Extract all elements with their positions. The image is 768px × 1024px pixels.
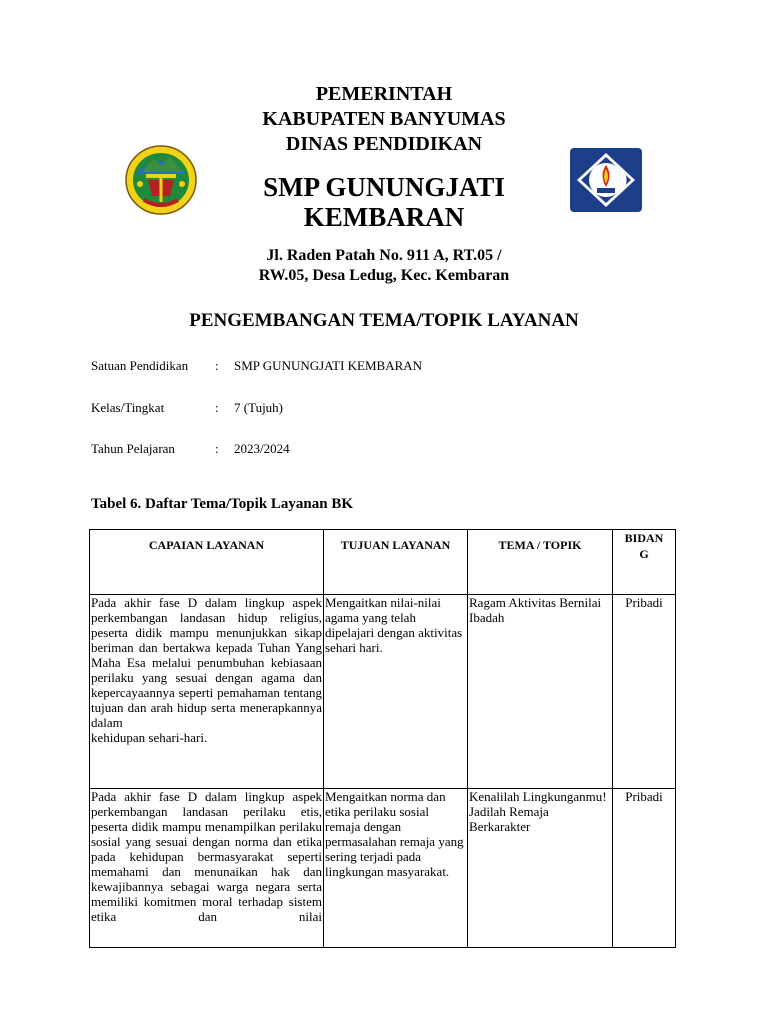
header-tujuan: TUJUAN LAYANAN [324, 530, 468, 595]
cell-tujuan: Mengaitkan nilai-nilai agama yang telah dipelajari dengan aktivitas sehari hari. [324, 595, 468, 789]
cell-capaian [90, 789, 324, 948]
meta-value: SMP GUNUNGJATI KEMBARAN [234, 358, 423, 373]
meta-label: Satuan Pendidikan [91, 358, 189, 373]
address-line-2: RW.05, Desa Ledug, Kec. Kembaran [258, 267, 510, 284]
cell-capaian [90, 595, 324, 789]
meta-colon: : [215, 358, 219, 373]
school-emblem-logo [569, 147, 643, 213]
school-name-line-1: SMP GUNUNGJATI [263, 172, 505, 202]
cell-bidang: Pribadi [613, 789, 676, 948]
regency-emblem-logo [124, 144, 198, 216]
meta-value: 2023/2024 [234, 441, 290, 456]
table-header-row [90, 530, 676, 595]
cell-tema: Ragam Aktivitas Bernilai Ibadah [468, 595, 613, 789]
header-line-1: PEMERINTAH [315, 83, 453, 105]
meta-colon: : [215, 441, 219, 456]
cell-bidang: Pribadi [613, 595, 676, 789]
table-caption: Tabel 6. Daftar Tema/Topik Layanan BK [91, 496, 354, 512]
cell-tujuan: Mengaitkan norma dan etika perilaku sosial remaja dengan permasalahan remaja yang sering terjadi pada lingkungan masyarakat. [324, 789, 468, 948]
cell-tema: Kenalilah Lingkunganmu! Jadilah Remaja Berkarakter [468, 789, 613, 948]
meta-value: 7 (Tujuh) [234, 400, 284, 415]
capaian-text-last: kehidupan sehari-hari. [91, 730, 208, 745]
header-tema: TEMA / TOPIK [468, 530, 613, 595]
header-line-2: KABUPATEN BANYUMAS [262, 108, 506, 130]
letterhead [0, 82, 768, 286]
school-name-line-2: KEMBARAN [303, 202, 465, 232]
header-capaian: CAPAIAN LAYANAN [90, 530, 324, 595]
capaian-text: Pada akhir fase D dalam lingkup aspek perkembangan landasan hidup religius, peserta didik mampu menunjukkan sikap beriman dan bertakwa kepada Tuhan Yang Maha Esa melalui penumbuhan kebiasaan perilaku yang sesuai dengan agama dan kepercayaannya seperti pemahaman tentang tujuan dan arah hidup serta menerapkannya dalam [91, 595, 322, 730]
table-row [90, 789, 676, 948]
table-row [90, 595, 676, 789]
meta-colon: : [215, 400, 219, 415]
header-line-3: DINAS PENDIDIKAN [285, 133, 483, 155]
capaian-text: Pada akhir fase D dalam lingkup aspek perkembangan landasan perilaku etis, peserta didik mampu menampilkan perilaku sosial yang sesuai dengan norma dan etika pada kehidupan bermasyarakat seperti memahami dan menunaikan hak dan kewajibannya sebagai warga negara serta memiliki komitmen moral terhadap sistem etika dan nilai [91, 789, 322, 924]
header-bidang-line-2: G [639, 547, 649, 561]
header-bidang-line-1: BIDAN [624, 531, 664, 545]
address-line-1: Jl. Raden Patah No. 911 A, RT.05 / [266, 247, 502, 264]
meta-label: Kelas/Tingkat [91, 400, 165, 415]
document-title: PENGEMBANGAN TEMA/TOPIK LAYANAN [189, 310, 579, 331]
header-bidang [613, 530, 676, 595]
meta-label: Tahun Pelajaran [91, 441, 175, 456]
service-topic-table [89, 529, 676, 948]
